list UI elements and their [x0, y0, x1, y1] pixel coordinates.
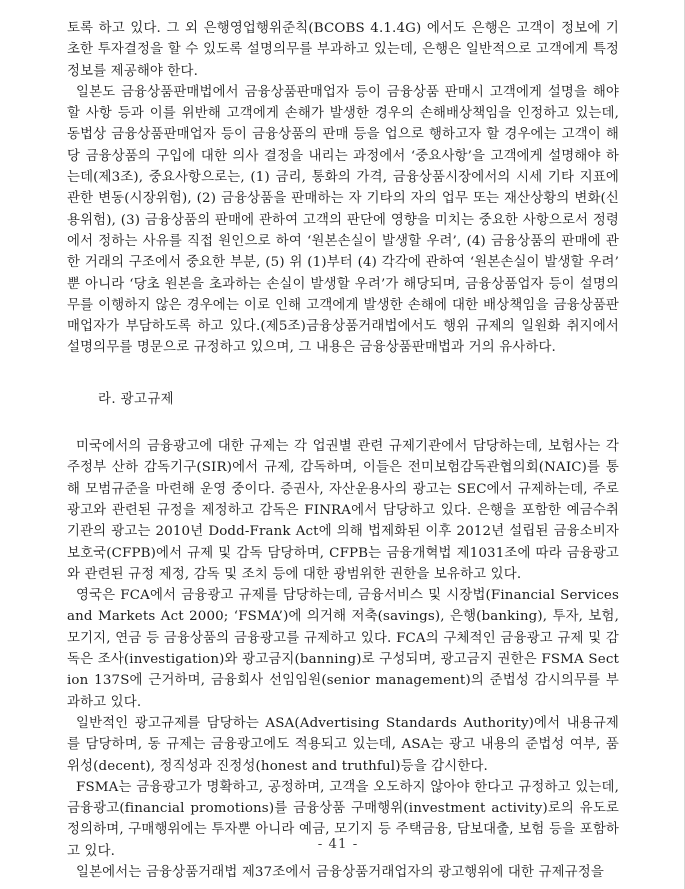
paragraph-uk-fca-regulation: 영국은 FCA에서 금융광고 규제를 담당하는데, 금융서비스 및 시장법(Financial Services and Markets Act 2000; ‘FSMA’)에 의거해 저축(savings), 은행(banking), 투자, 보험, 모기지, 연금 등 금융상품의 금융광고를 규제하고 있다. FCA의 구체적인 금융광고 규제 및 감독은 조사(investigation)와 광고금지(banning)로 구성되며, 광고금지 권한은 FSMA Section 137S에 근거하며, 금융회사 선임임원(senior management)의 준법성 감시의무를 부과하고 있다.	[67, 588, 619, 710]
heading-spacer-above	[67, 359, 619, 389]
paragraph-us-advertising-regulation: 미국에서의 금융광고에 대한 규제는 각 업권별 관련 규제기관에서 담당하는데, 보험사는 각 주정부 산하 감독기구(SIR)에서 규제, 감독하며, 이들은 전미보험감독관협의회(NAIC)를 통해 모범규준을 마련해 운영 중이다. 증권사, 자산운용사의 광고는 SEC에서 규제하는데, 주로 광고와 관련된 규정을 제정하고 감독은 FINRA에서 담당하고 있다. 은행을 포함한 예금수취기관의 광고는 2010년 Dodd-Frank Act에 의해 법제화된 이후 2012년 설립된 금융소비자보호국(CFPB)에서 규제 및 감독 담당하며, CFPB는 금융개혁법 제1031조에 따라 금융광고와 관련된 규정 제정, 감독 및 조치 등에 대한 광범위한 권한을 보유하고 있다.	[67, 439, 619, 582]
paragraph-asa-content-regulation: 일반적인 광고규제를 담당하는 ASA(Advertising Standards Authority)에서 내용규제를 담당하며, 동 규제는 금융광고에도 적용되고 있는데, ASA는 광고 내용의 준법성 여부, 품위성(decent), 정직성과 진정성(honest and truthful)등을 감시한다.	[67, 715, 619, 774]
paragraph-japan-financial-sales-law: 일본도 금융상품판매법에서 금융상품판매업자 등이 금융상품 판매시 고객에게 설명을 해야 할 사항 등과 이를 위반해 고객에게 손해가 발생한 경우의 손해배상책임을 인정하고 있는데, 동법상 금융상품판매업자 등이 금융상품의 판매 등을 업으로 행하고자 할 경우에는 고객이 해당 금융상품의 구입에 대한 의사 결정을 내리는 과정에서 ‘중요사항’을 고객에게 설명해야 하는데(제3조), 중요사항으로는, (1) 금리, 통화의 가격, 금융상품시장에서의 시세 기타 지표에 관한 변동(시장위험), (2) 금융상품을 판매하는 자 기타의 자의 업무 또는 재산상황의 변화(신용위험), (3) 금융상품의 판매에 관하여 고객의 판단에 영향을 미치는 중요한 사항으로서 정령에서 정하는 사유를 직접 원인으로 하여 ‘원본손실이 발생할 우려’, (4) 금융상품의 판매에 관한 거래의 구조에서 중요한 부분, (5) 위 (1)부터 (4) 각각에 관하여 ‘원본손실이 발생할 우려’ 뿐 아니라 ‘당초 원본을 초과하는 손실이 발생할 우려’가 해당되며, 금융상품업자 등이 설명의무를 이행하지 않은 경우에는 이로 인해 고객에게 발생한 손해에 대한 배상책임을 금융상품판매업자가 부담하도록 하고 있다.(제5조)금융상품거래법에서도 행위 규제의 일원화 취지에서 설명의무를 명문으로 규정하고 있으며, 그 내용은 금융상품판매법과 거의 유사하다.	[67, 84, 619, 356]
section-heading-advertising-regulation: 라. 광고규제	[98, 391, 174, 407]
page-text-body	[67, 18, 619, 883]
paragraph-continuation-1: 토록 하고 있다. 그 외 은행영업행위준칙(BCOBS 4.1.4G) 에서도 은행은 고객이 정보에 기초한 투자결정을 할 수 있도록 설명의무를 부과하고 있는데, 은행은 일반적으로 고객에게 특정 정보를 제공해야 한다.	[67, 21, 619, 79]
page-number: - 41 -	[317, 837, 359, 852]
paragraph-japan-article-37: 일본에서는 금융상품거래법 제37조에서 금융상품거래업자의 광고행위에 대한 규제규정을	[76, 864, 604, 880]
paragraph-fsma-financial-promotions: FSMA는 금융광고가 명확하고, 공정하며, 고객을 오도하지 않아야 한다고 규정하고 있는데, 금융광고(financial promotions)를 금융상품 구매행위(investment activity)로의 유도로 정의하며, 구매행위에는 투자뿐 아니라 예금, 모기지 등 주택금융, 담보대출, 보험 등을 포함하고 있다.	[67, 779, 619, 859]
heading-spacer-below	[67, 410, 619, 436]
